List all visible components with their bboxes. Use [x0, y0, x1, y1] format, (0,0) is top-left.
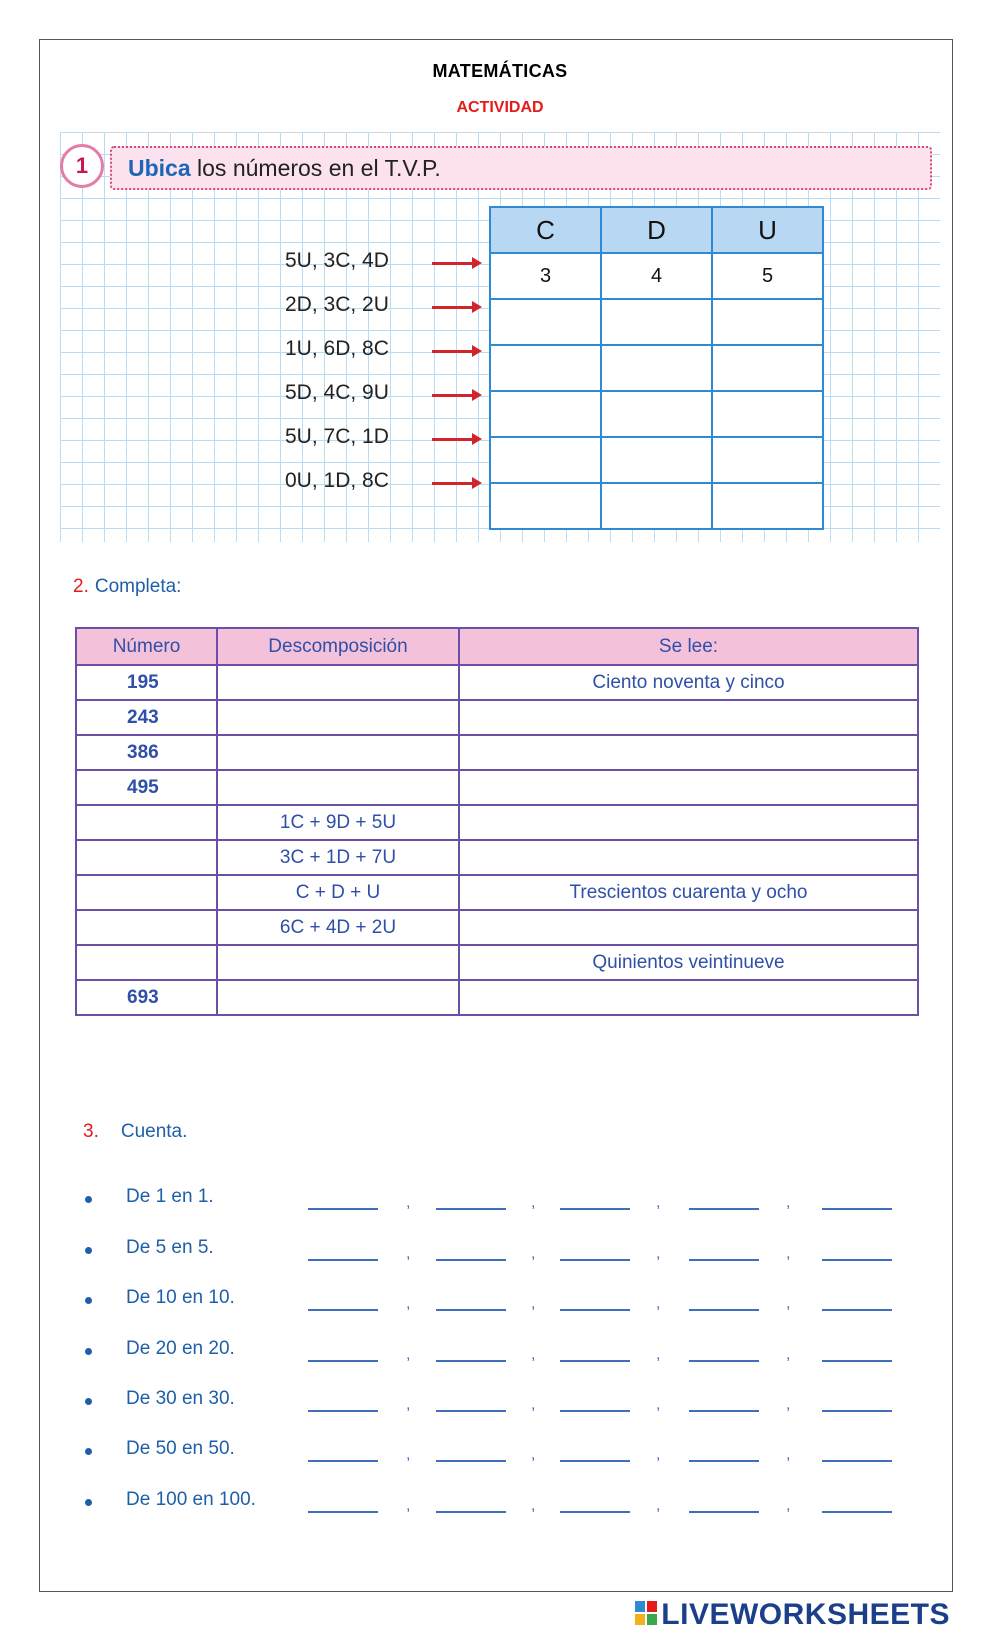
comma-separator: , — [406, 1194, 411, 1211]
instruction-text: los números en el T.V.P. — [190, 155, 441, 181]
comma-separator: , — [656, 1245, 661, 1262]
answer-blank[interactable] — [308, 1259, 378, 1261]
arrow-right-icon — [432, 262, 478, 265]
tvp-cell[interactable]: 4 — [601, 253, 712, 299]
answer-blank[interactable] — [436, 1511, 506, 1513]
liveworksheets-logo — [635, 1598, 950, 1632]
exercise-1-number: 1 — [60, 144, 104, 188]
table-row — [76, 980, 918, 1015]
comma-separator: , — [656, 1497, 661, 1514]
comma-separator: , — [531, 1396, 536, 1413]
bullet-icon — [85, 1348, 92, 1355]
lectura-cell[interactable] — [459, 805, 918, 840]
numero-cell[interactable] — [76, 805, 217, 840]
exercise-1-instruction — [128, 155, 441, 182]
bullet-icon — [85, 1398, 92, 1405]
comma-separator: , — [786, 1396, 791, 1413]
tvp-cell[interactable] — [712, 437, 823, 483]
answer-blank[interactable] — [436, 1460, 506, 1462]
count-row — [83, 1186, 913, 1216]
tvp-row-label: 5U, 7C, 1D — [285, 425, 389, 448]
comma-separator: , — [531, 1194, 536, 1211]
tvp-cell[interactable] — [712, 299, 823, 345]
descomposicion-cell[interactable] — [217, 735, 459, 770]
numero-cell[interactable]: 495 — [76, 770, 217, 805]
tvp-cell[interactable] — [712, 345, 823, 391]
comma-separator: , — [406, 1446, 411, 1463]
comma-separator: , — [531, 1295, 536, 1312]
bullet-icon — [85, 1196, 92, 1203]
tvp-cell[interactable] — [490, 437, 601, 483]
exercise-2-title — [73, 576, 181, 598]
comma-separator: , — [406, 1346, 411, 1363]
answer-blank[interactable] — [436, 1208, 506, 1210]
tvp-row-label: 5U, 3C, 4D — [285, 249, 389, 272]
header-descomposicion: Descomposición — [217, 628, 459, 665]
answer-blank[interactable] — [822, 1259, 892, 1261]
answer-blank[interactable] — [560, 1208, 630, 1210]
table-row — [76, 910, 918, 945]
numero-cell[interactable] — [76, 945, 217, 980]
lectura-cell[interactable] — [459, 840, 918, 875]
descomposicion-cell[interactable] — [217, 770, 459, 805]
answer-blank[interactable] — [689, 1309, 759, 1311]
comma-separator: , — [406, 1396, 411, 1413]
exercise-2-number: 2. — [73, 576, 89, 597]
answer-blank[interactable] — [689, 1259, 759, 1261]
tvp-row-label: 1U, 6D, 8C — [285, 337, 389, 360]
tvp-cell[interactable] — [490, 345, 601, 391]
exercise-3-label: Cuenta. — [120, 1121, 188, 1142]
arrow-right-icon — [432, 394, 478, 397]
table-row — [76, 805, 918, 840]
answer-blank[interactable] — [822, 1410, 892, 1412]
table-row — [76, 840, 918, 875]
count-row — [83, 1438, 913, 1468]
exercise-2-label: Completa: — [94, 576, 182, 597]
answer-blank[interactable] — [560, 1309, 630, 1311]
comma-separator: , — [786, 1446, 791, 1463]
arrow-right-icon — [432, 306, 478, 309]
count-row — [83, 1237, 913, 1267]
table-row — [76, 735, 918, 770]
numero-cell[interactable]: 386 — [76, 735, 217, 770]
comma-separator: , — [786, 1295, 791, 1312]
table-row — [76, 700, 918, 735]
lectura-cell[interactable]: Quinientos veintinueve — [459, 945, 918, 980]
arrow-right-icon — [432, 438, 478, 441]
count-row — [83, 1287, 913, 1317]
answer-blank[interactable] — [436, 1360, 506, 1362]
comma-separator: , — [656, 1194, 661, 1211]
count-row — [83, 1489, 913, 1519]
comma-separator: , — [531, 1346, 536, 1363]
answer-blank[interactable] — [436, 1410, 506, 1412]
exercise-1-banner — [110, 146, 932, 190]
exercise-3-number: 3. — [83, 1121, 99, 1142]
answer-blank[interactable] — [822, 1460, 892, 1462]
descomposicion-cell[interactable] — [217, 700, 459, 735]
arrow-right-icon — [432, 350, 478, 353]
bullet-icon — [85, 1247, 92, 1254]
answer-blank[interactable] — [308, 1460, 378, 1462]
answer-blank[interactable] — [308, 1309, 378, 1311]
tvp-cell[interactable] — [601, 437, 712, 483]
descomposicion-cell[interactable] — [217, 980, 459, 1015]
answer-blank[interactable] — [308, 1410, 378, 1412]
tvp-cell[interactable] — [490, 391, 601, 437]
lectura-cell[interactable] — [459, 910, 918, 945]
logo-icon — [635, 1601, 657, 1625]
comma-separator: , — [786, 1497, 791, 1514]
answer-blank[interactable] — [560, 1410, 630, 1412]
comma-separator: , — [786, 1194, 791, 1211]
answer-blank[interactable] — [689, 1460, 759, 1462]
answer-blank[interactable] — [308, 1360, 378, 1362]
answer-blank[interactable] — [822, 1208, 892, 1210]
bullet-icon — [85, 1297, 92, 1304]
count-label: De 10 en 10. — [126, 1287, 235, 1308]
lectura-cell[interactable]: Trescientos cuarenta y ocho — [459, 875, 918, 910]
tvp-cell[interactable] — [601, 299, 712, 345]
tvp-cell[interactable] — [490, 483, 601, 529]
tvp-cell[interactable]: 5 — [712, 253, 823, 299]
table-row — [76, 945, 918, 980]
tvp-row-label: 5D, 4C, 9U — [285, 381, 389, 404]
decomposition-table — [75, 627, 919, 1016]
answer-blank[interactable] — [822, 1360, 892, 1362]
descomposicion-cell[interactable] — [217, 945, 459, 980]
answer-blank[interactable] — [689, 1410, 759, 1412]
tvp-header-d: D — [601, 207, 712, 253]
tvp-cell[interactable] — [490, 299, 601, 345]
lectura-cell[interactable] — [459, 980, 918, 1015]
comma-separator: , — [656, 1346, 661, 1363]
answer-blank[interactable] — [689, 1208, 759, 1210]
count-label: De 5 en 5. — [126, 1237, 214, 1258]
numero-cell[interactable]: 693 — [76, 980, 217, 1015]
descomposicion-cell[interactable]: 1C + 9D + 5U — [217, 805, 459, 840]
descomposicion-cell[interactable]: 6C + 4D + 2U — [217, 910, 459, 945]
tvp-cell[interactable] — [601, 345, 712, 391]
count-label: De 30 en 30. — [126, 1388, 235, 1409]
comma-separator: , — [786, 1346, 791, 1363]
tvp-cell[interactable]: 3 — [490, 253, 601, 299]
descomposicion-cell[interactable] — [217, 665, 459, 700]
table-row — [76, 875, 918, 910]
tvp-table — [489, 206, 824, 530]
comma-separator: , — [406, 1497, 411, 1514]
answer-blank[interactable] — [689, 1360, 759, 1362]
header-se-lee: Se lee: — [459, 628, 918, 665]
numero-cell[interactable] — [76, 875, 217, 910]
lectura-cell[interactable] — [459, 770, 918, 805]
tvp-cell[interactable] — [601, 391, 712, 437]
brand-name: LIVEWORKSHEETS — [661, 1598, 950, 1631]
comma-separator: , — [531, 1245, 536, 1262]
answer-blank[interactable] — [689, 1511, 759, 1513]
answer-blank[interactable] — [560, 1511, 630, 1513]
answer-blank[interactable] — [560, 1360, 630, 1362]
tvp-header-c: C — [490, 207, 601, 253]
answer-blank[interactable] — [822, 1511, 892, 1513]
bullet-icon — [85, 1448, 92, 1455]
exercise-3-title — [83, 1121, 187, 1143]
numero-cell[interactable] — [76, 840, 217, 875]
lectura-cell[interactable] — [459, 735, 918, 770]
lectura-cell[interactable]: Ciento noventa y cinco — [459, 665, 918, 700]
comma-separator: , — [786, 1245, 791, 1262]
tvp-row-label: 0U, 1D, 8C — [285, 469, 389, 492]
descomposicion-cell[interactable]: C + D + U — [217, 875, 459, 910]
numero-cell[interactable]: 243 — [76, 700, 217, 735]
arrow-right-icon — [432, 482, 478, 485]
instruction-keyword: Ubica — [128, 155, 191, 181]
comma-separator: , — [656, 1295, 661, 1312]
answer-blank[interactable] — [308, 1511, 378, 1513]
answer-blank[interactable] — [560, 1259, 630, 1261]
comma-separator: , — [531, 1497, 536, 1514]
count-label: De 1 en 1. — [126, 1186, 214, 1207]
comma-separator: , — [406, 1295, 411, 1312]
comma-separator: , — [656, 1446, 661, 1463]
comma-separator: , — [531, 1446, 536, 1463]
table-row — [76, 770, 918, 805]
answer-blank[interactable] — [308, 1208, 378, 1210]
lectura-cell[interactable] — [459, 700, 918, 735]
tvp-header-u: U — [712, 207, 823, 253]
count-label: De 100 en 100. — [126, 1489, 256, 1510]
comma-separator: , — [406, 1245, 411, 1262]
tvp-cell[interactable] — [712, 483, 823, 529]
tvp-cell[interactable] — [601, 483, 712, 529]
answer-blank[interactable] — [560, 1460, 630, 1462]
count-row — [83, 1338, 913, 1368]
descomposicion-cell[interactable]: 3C + 1D + 7U — [217, 840, 459, 875]
table-row — [76, 665, 918, 700]
answer-blank[interactable] — [436, 1309, 506, 1311]
header-numero: Número — [76, 628, 217, 665]
answer-blank[interactable] — [436, 1259, 506, 1261]
count-label: De 20 en 20. — [126, 1338, 235, 1359]
bullet-icon — [85, 1499, 92, 1506]
numero-cell[interactable] — [76, 910, 217, 945]
page-title: MATEMÁTICAS — [432, 61, 568, 81]
answer-blank[interactable] — [822, 1309, 892, 1311]
tvp-row-label: 2D, 3C, 2U — [285, 293, 389, 316]
count-label: De 50 en 50. — [126, 1438, 235, 1459]
numero-cell[interactable]: 195 — [76, 665, 217, 700]
activity-subtitle: ACTIVIDAD — [456, 99, 544, 116]
comma-separator: , — [656, 1396, 661, 1413]
tvp-cell[interactable] — [712, 391, 823, 437]
count-row — [83, 1388, 913, 1418]
